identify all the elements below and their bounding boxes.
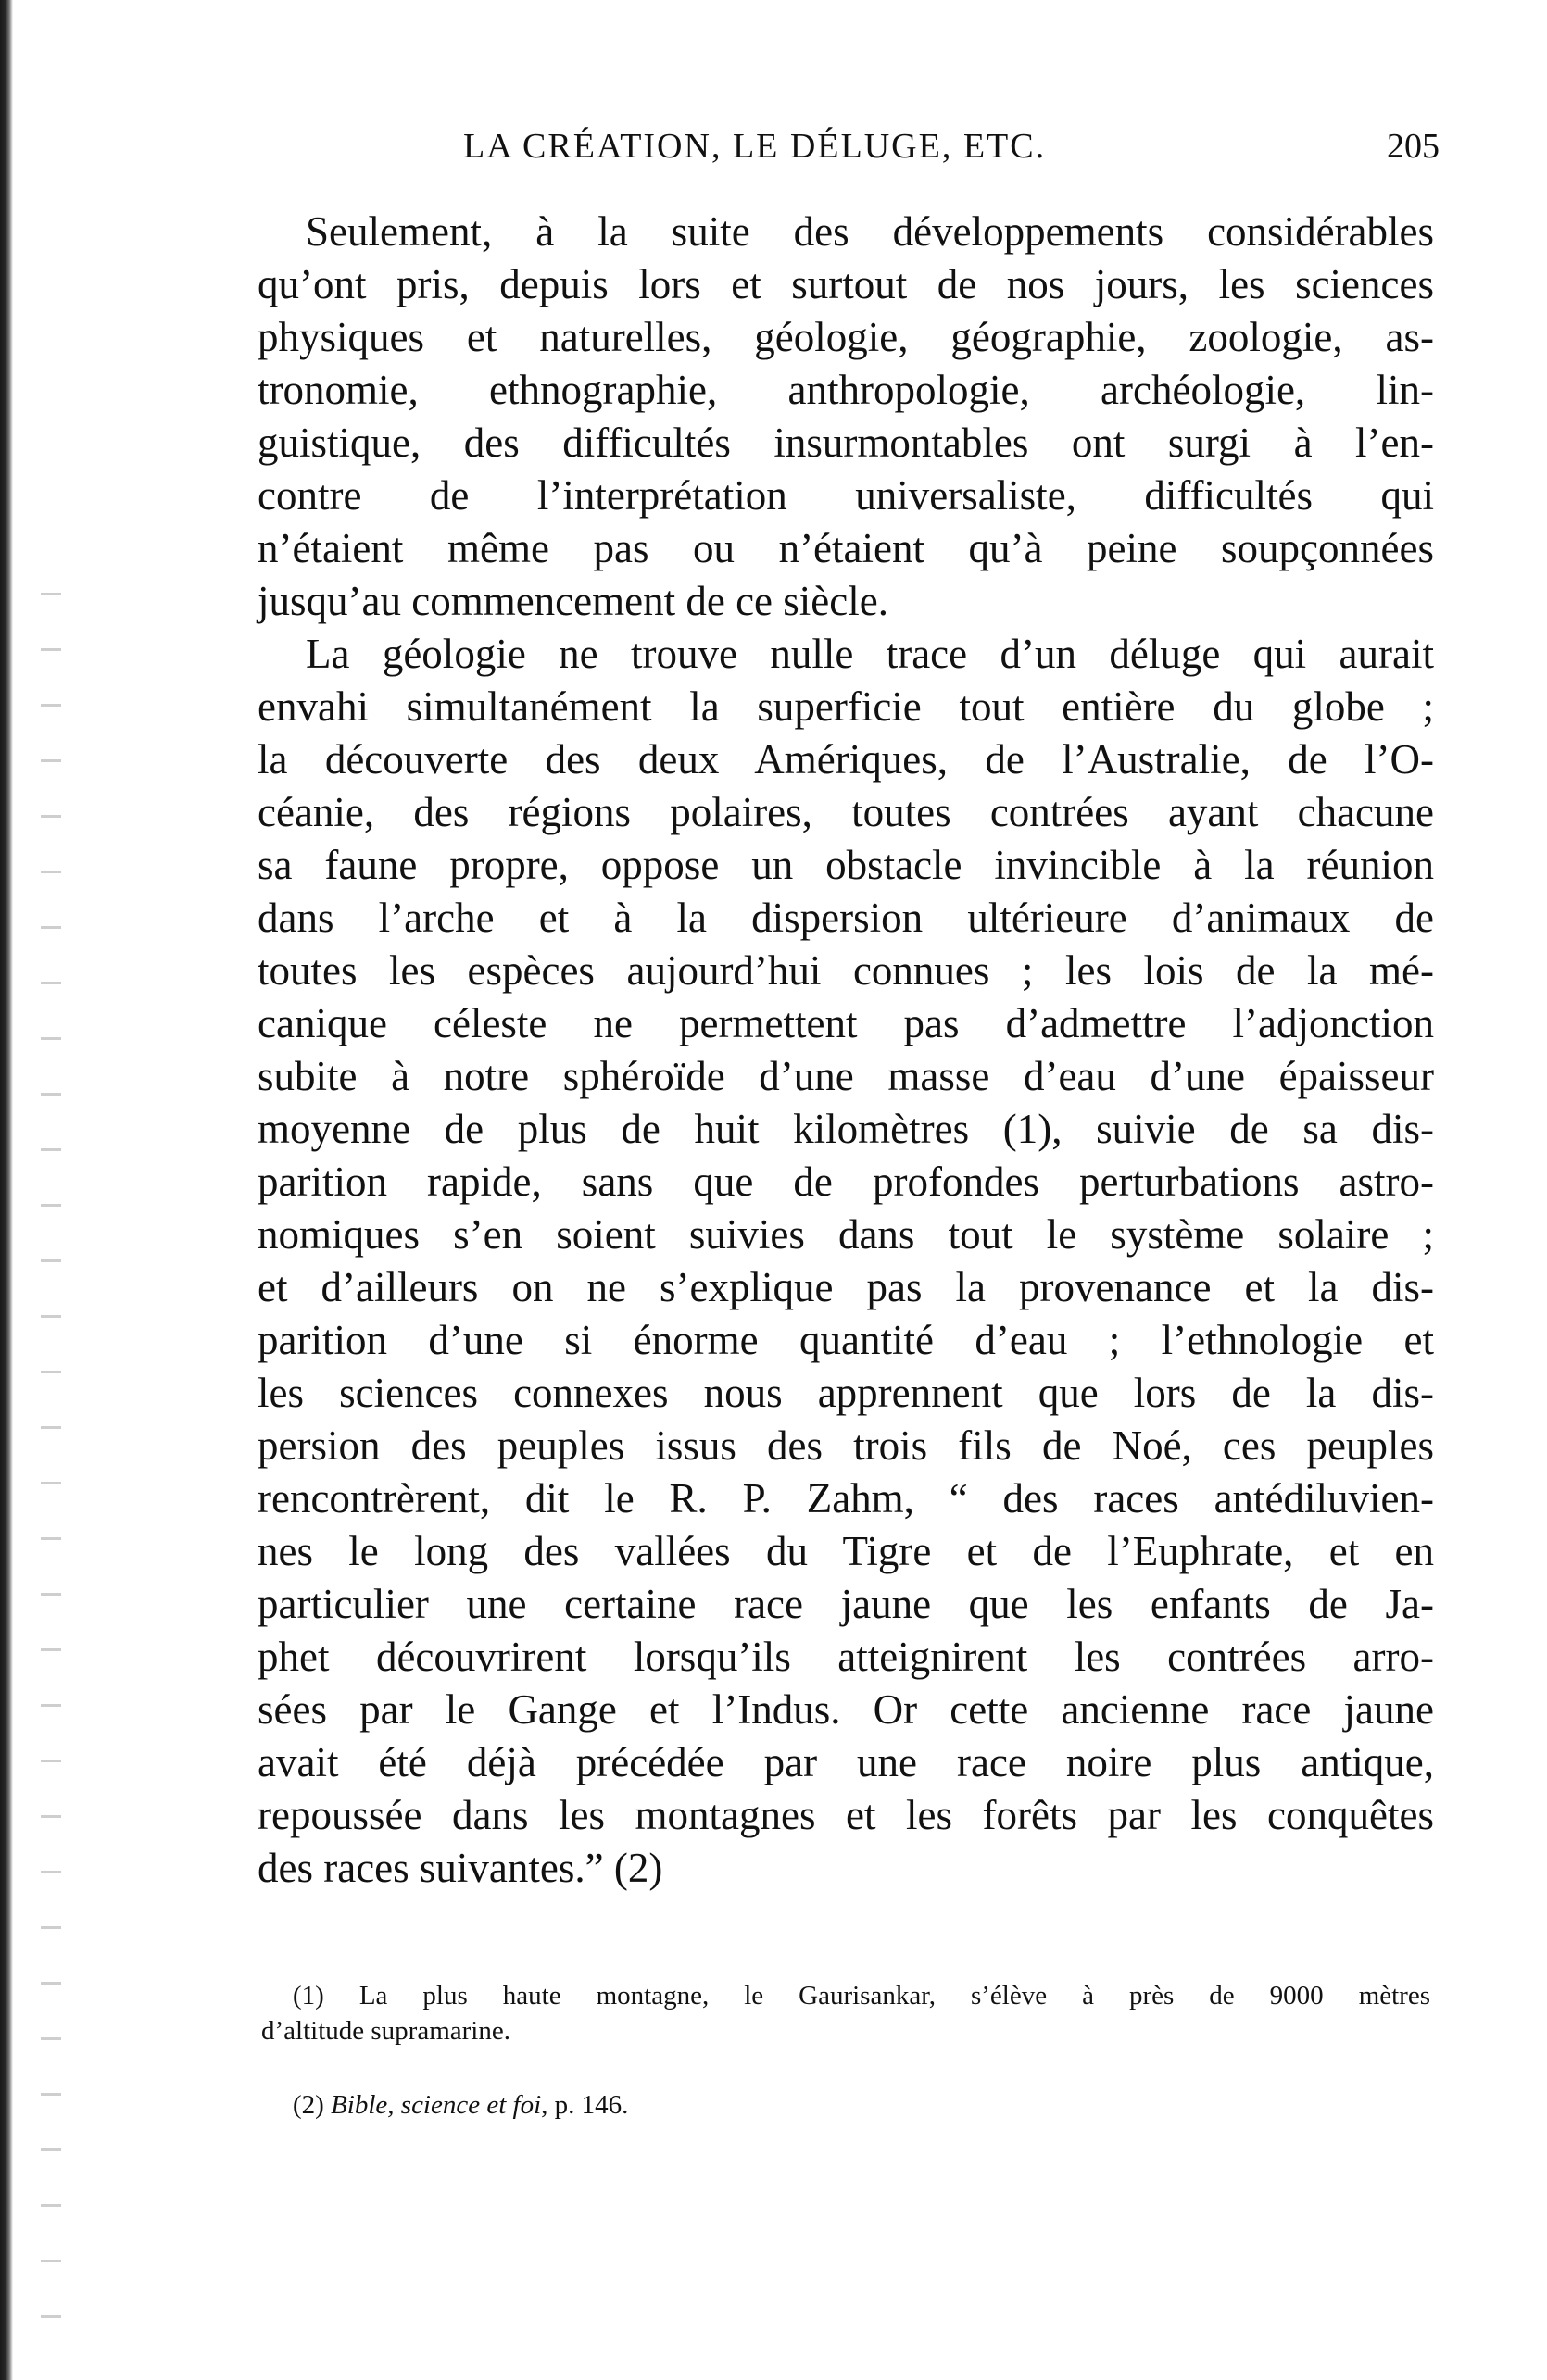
text-line: tronomie, ethnographie, anthropologie, archéologie, lin-	[258, 367, 1434, 413]
page-number: 205	[1387, 127, 1440, 166]
text-line: moyenne de plus de huit kilomètres (1), suivie de sa dis-	[258, 1106, 1434, 1152]
text-line: céanie, des régions polaires, toutes contrées ayant chacune	[258, 789, 1434, 835]
paragraph-1	[258, 206, 1434, 628]
text-line: Seulement, à la suite des développements considérables	[306, 208, 1434, 255]
footnote-2-title: Bible, science et foi	[331, 2090, 542, 2120]
text-line: sées par le Gange et l’Indus. Or cette ancienne race jaune	[258, 1686, 1434, 1733]
text-line: nomiques s’en soient suivies dans tout le système solaire ;	[258, 1211, 1434, 1258]
footnote-1-line: (1) La plus haute montagne, le Gaurisankar, s’élève à près de 9000 mètres	[293, 1981, 1430, 2010]
text-line: envahi simultanément la superficie tout entière du globe ;	[258, 683, 1434, 730]
text-line: la découverte des deux Amériques, de l’Australie, de l’O-	[258, 736, 1434, 783]
text-line: sa faune propre, oppose un obstacle invincible à la réunion	[258, 842, 1434, 888]
text-line: rencontrèrent, dit le R. P. Zahm, “ des races antédiluvien-	[258, 1475, 1434, 1522]
text-line: n’étaient même pas ou n’étaient qu’à peine soupçonnées	[258, 525, 1434, 571]
footnote-1-line: d’altitude supramarine.	[261, 2016, 510, 2046]
text-line: parition rapide, sans que de profondes perturbations astro-	[258, 1159, 1434, 1205]
text-line: toutes les espèces aujourd’hui connues ; les lois de la mé-	[258, 947, 1434, 994]
text-line: qu’ont pris, depuis lors et surtout de nos jours, les sciences	[258, 261, 1434, 307]
text-line: les sciences connexes nous apprennent que lors de la dis-	[258, 1370, 1434, 1416]
text-line: phet découvrirent lorsqu’ils atteignirent les contrées arro-	[258, 1634, 1434, 1680]
text-line: particulier une certaine race jaune que les enfants de Ja-	[258, 1581, 1434, 1627]
footnote-gap	[261, 2048, 1430, 2087]
text-line: des races suivantes.” (2)	[258, 1845, 663, 1891]
text-line: dans l’arche et à la dispersion ultérieure d’animaux de	[258, 895, 1434, 941]
paragraph-2	[258, 628, 1434, 1895]
text-line: canique céleste ne permettent pas d’admettre l’adjonction	[258, 1000, 1434, 1046]
text-line: contre de l’interprétation universaliste, difficultés qui	[258, 472, 1434, 519]
text-line: repoussée dans les montagnes et les forêts par les conquêtes	[258, 1792, 1434, 1838]
text-line: nes le long des vallées du Tigre et de l’Euphrate, et en	[258, 1528, 1434, 1574]
running-head: LA CRÉATION, LE DÉLUGE, ETC.	[463, 127, 1047, 166]
text-line: avait été déjà précédée par une race noire plus antique,	[258, 1739, 1434, 1785]
footnote-2-marker: (2)	[293, 2090, 324, 2120]
footnote-2	[261, 2087, 1430, 2123]
text-line: physiques et naturelles, géologie, géographie, zoologie, as-	[258, 314, 1434, 360]
text-line: persion des peuples issus des trois fils de Noé, ces peuples	[258, 1422, 1434, 1469]
text-line: parition d’une si énorme quantité d’eau ; l’ethnologie et	[258, 1317, 1434, 1363]
text-line: subite à notre sphéroïde d’une masse d’eau d’une épaisseur	[258, 1053, 1434, 1099]
text-line: guistique, des difficultés insurmontables ont surgi à l’en-	[258, 420, 1434, 466]
binding-edge	[0, 0, 13, 2380]
scan-margin-marks	[41, 593, 61, 2352]
text-line: La géologie ne trouve nulle trace d’un déluge qui aurait	[306, 631, 1434, 677]
text-line: jusqu’au commencement de ce siècle.	[258, 578, 888, 624]
body-text	[258, 206, 1434, 1895]
footnotes	[261, 1978, 1430, 2123]
footnote-2-rest: , p. 146.	[541, 2090, 629, 2120]
text-line: et d’ailleurs on ne s’explique pas la provenance et la dis-	[258, 1264, 1434, 1310]
